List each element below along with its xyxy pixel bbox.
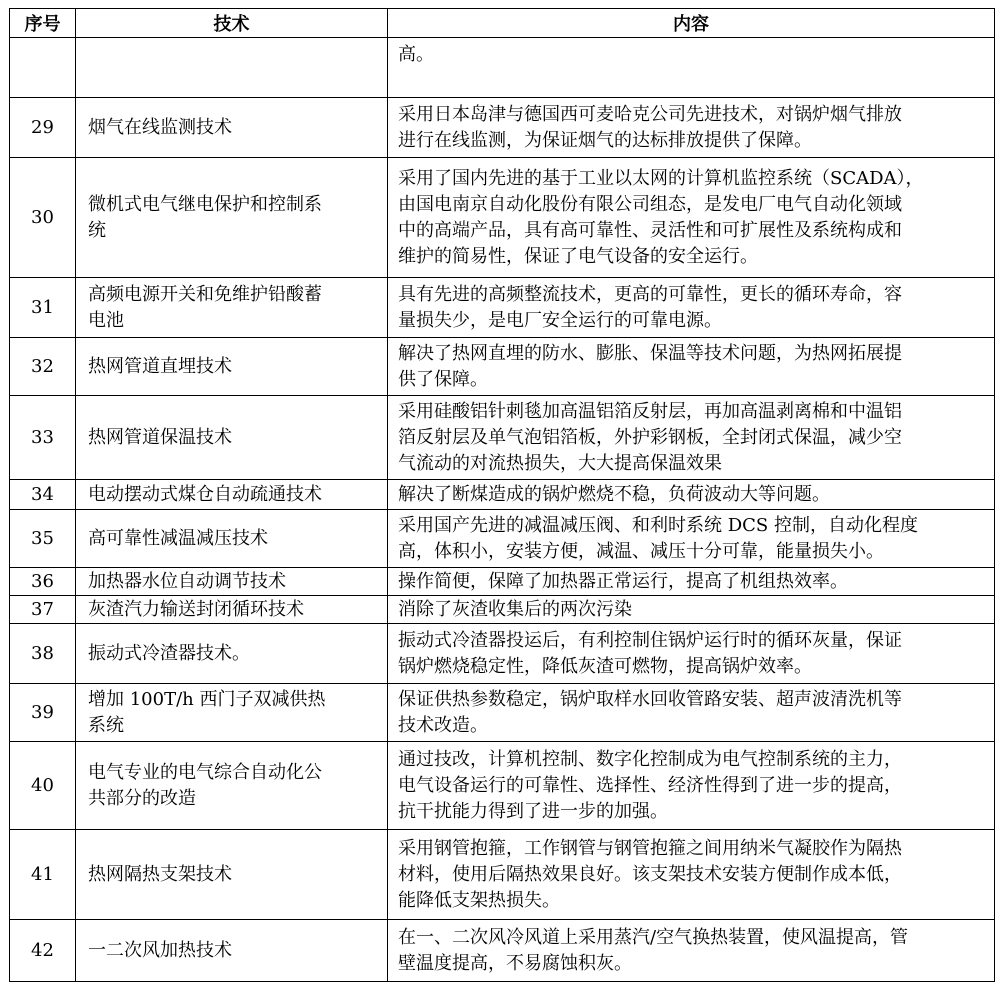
table-row [10,278,995,338]
table-row [10,98,995,158]
row-technology: 振动式冷渣器技术。 [76,624,388,684]
table-header-row [10,9,995,38]
table-row [10,830,995,920]
row-technology: 电气专业的电气综合自动化公 共部分的改造 [76,742,388,830]
row-technology [76,38,388,98]
row-number: 30 [10,158,76,278]
row-number: 33 [10,396,76,480]
table-row [10,596,995,624]
row-number: 40 [10,742,76,830]
row-technology: 一二次风加热技术 [76,920,388,982]
row-content: 解决了断煤造成的锅炉燃烧不稳，负荷波动大等问题。 [388,480,995,510]
row-technology: 热网管道保温技术 [76,396,388,480]
row-technology: 微机式电气继电保护和控制系 统 [76,158,388,278]
row-number: 38 [10,624,76,684]
table-row [10,684,995,742]
row-technology: 加热器水位自动调节技术 [76,568,388,596]
row-technology: 电动摆动式煤仓自动疏通技术 [76,480,388,510]
row-content: 操作简便，保障了加热器正常运行，提高了机组热效率。 [388,568,995,596]
table-row [10,742,995,830]
table-row [10,510,995,568]
header-content: 内容 [388,9,995,38]
row-technology: 烟气在线监测技术 [76,98,388,158]
row-content: 保证供热参数稳定，锅炉取样水回收管路安装、超声波清洗机等 技术改造。 [388,684,995,742]
table-row [10,480,995,510]
table-row [10,396,995,480]
row-technology: 热网隔热支架技术 [76,830,388,920]
row-number: 37 [10,596,76,624]
row-content: 采用硅酸铝针刺毯加高温铝箔反射层，再加高温剥离棉和中温铝 箔反射层及单气泡铝箔板，外护彩钢板，全封闭式保温，减少空 气流动的对流热损失，大大提高保温效果 [388,396,995,480]
row-number [10,38,76,98]
table-row [10,568,995,596]
row-technology: 高频电源开关和免维护铅酸蓄 电池 [76,278,388,338]
row-number: 34 [10,480,76,510]
row-technology: 增加 100T/h 西门子双减供热 系统 [76,684,388,742]
table-row [10,920,995,982]
row-number: 32 [10,338,76,396]
row-number: 35 [10,510,76,568]
row-number: 42 [10,920,76,982]
row-content: 振动式冷渣器投运后，有利控制住锅炉运行时的循环灰量，保证 锅炉燃烧稳定性，降低灰渣可燃物，提高锅炉效率。 [388,624,995,684]
header-technology: 技术 [76,9,388,38]
row-content: 采用日本岛津与德国西可麦哈克公司先进技术，对锅炉烟气排放 进行在线监测，为保证烟气的达标排放提供了保障。 [388,98,995,158]
header-serial-number: 序号 [10,9,76,38]
row-technology: 高可靠性减温减压技术 [76,510,388,568]
row-number: 41 [10,830,76,920]
row-content: 采用钢管抱箍，工作钢管与钢管抱箍之间用纳米气凝胶作为隔热 材料，使用后隔热效果良好。该支架技术安装方便制作成本低， 能降低支架热损失。 [388,830,995,920]
row-content: 在一、二次风冷风道上采用蒸汽/空气换热装置，使风温提高，管 壁温度提高，不易腐蚀积灰。 [388,920,995,982]
row-content: 高。 [388,38,995,98]
row-technology: 热网管道直埋技术 [76,338,388,396]
row-technology: 灰渣汽力输送封闭循环技术 [76,596,388,624]
row-content: 采用了国内先进的基于工业以太网的计算机监控系统（SCADA）， 由国电南京自动化股份有限公司组态，是发电厂电气自动化领域 中的高端产品，具有高可靠性、灵活性和可扩展性及系统构成和 维护的简易性，保证了电气设备的安全运行。 [388,158,995,278]
technology-table [9,8,995,982]
table-row [10,38,995,98]
row-number: 29 [10,98,76,158]
row-content: 消除了灰渣收集后的两次污染 [388,596,995,624]
table-row [10,338,995,396]
row-content: 通过技改，计算机控制、数字化控制成为电气控制系统的主力， 电气设备运行的可靠性、选择性、经济性得到了进一步的提高， 抗干扰能力得到了进一步的加强。 [388,742,995,830]
row-number: 36 [10,568,76,596]
row-content: 具有先进的高频整流技术，更高的可靠性，更长的循环寿命，容 量损失少，是电厂安全运行的可靠电源。 [388,278,995,338]
row-content: 采用国产先进的减温减压阀、和利时系统 DCS 控制，自动化程度 高，体积小，安装方便，减温、减压十分可靠，能量损失小。 [388,510,995,568]
row-content: 解决了热网直埋的防水、膨胀、保温等技术问题，为热网拓展提 供了保障。 [388,338,995,396]
row-number: 39 [10,684,76,742]
table-row [10,158,995,278]
row-number: 31 [10,278,76,338]
table-row [10,624,995,684]
